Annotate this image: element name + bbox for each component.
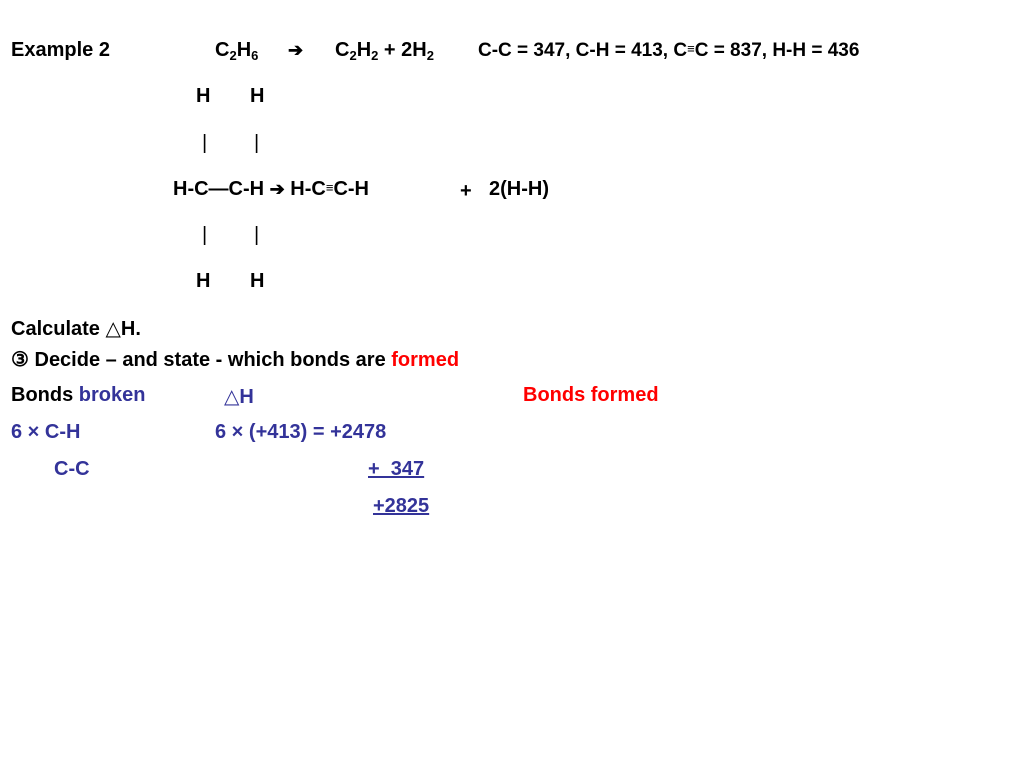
top-bond-left: | [202, 132, 208, 154]
products-formula [335, 39, 434, 63]
ethyne-structure-a: H-C [284, 178, 326, 200]
row-cc-value: + 347 [368, 458, 425, 480]
hydrogen-molecules: 2(H-H) [489, 178, 549, 200]
bottom-bond-right: | [254, 224, 260, 246]
example-label: Example 2 [11, 39, 110, 61]
row-cc-label: C-C [54, 458, 90, 480]
top-h-left: H [196, 85, 211, 107]
bottom-h-left: H [196, 270, 211, 292]
total-value: +2825 [373, 495, 430, 517]
calculate-line [11, 316, 141, 341]
calculate-prefix: Calculate [11, 318, 106, 340]
structure-plus: + [460, 180, 472, 202]
ethane-c-sub: 2 [229, 48, 237, 63]
triple-bond-symbol: ≡ [687, 41, 695, 56]
hydrogen-term: + 2H [378, 39, 427, 61]
ethyne-h: H [356, 39, 372, 61]
row-ch-calc: 6 × (+413) = +2478 [215, 421, 387, 443]
hydrogen-sub: 2 [426, 48, 434, 63]
bond-energies-part-a: C-C = 347, C-H = 413, C [478, 40, 688, 61]
bond-energies-part-b: C = 837, H-H = 436 [694, 40, 860, 61]
bond-energies [478, 40, 859, 62]
structure-triple-symbol: ≡ [325, 180, 334, 195]
delta-icon: △ [105, 318, 121, 340]
circled-three-icon: ③ [11, 349, 29, 371]
delta-h-header [224, 384, 254, 409]
broken-word: broken [78, 384, 146, 406]
structure-equation [173, 178, 369, 201]
step-three [11, 347, 459, 372]
step-highlight: formed [391, 349, 460, 371]
ethyne-h-sub: 2 [371, 48, 379, 63]
structure-arrow-icon: ➔ [269, 179, 285, 199]
ethane-formula [215, 39, 258, 63]
ethyne-structure-b: C-H [333, 178, 369, 200]
bottom-h-right: H [250, 270, 265, 292]
bonds-formed-header: Bonds formed [523, 384, 659, 406]
calculate-suffix: H. [120, 318, 141, 340]
ethyne-c-sub: 2 [349, 48, 357, 63]
bonds-broken-header [11, 384, 145, 407]
ethane-c: C [215, 39, 230, 61]
step-text: Decide – and state - which bonds are [28, 349, 392, 371]
row-ch-label: 6 × C-H [11, 421, 81, 443]
ethane-h: H [236, 39, 252, 61]
bonds-word: Bonds [11, 384, 79, 406]
title-arrow-icon: ➔ [288, 40, 304, 60]
top-h-right: H [250, 85, 265, 107]
top-bond-right: | [254, 132, 260, 154]
header-h: H [239, 386, 254, 408]
header-delta-icon: △ [224, 386, 240, 408]
ethyne-c: C [335, 39, 350, 61]
ethane-h-sub: 6 [251, 48, 259, 63]
ethane-structure: H-C—C-H [173, 178, 270, 200]
bottom-bond-left: | [202, 224, 208, 246]
